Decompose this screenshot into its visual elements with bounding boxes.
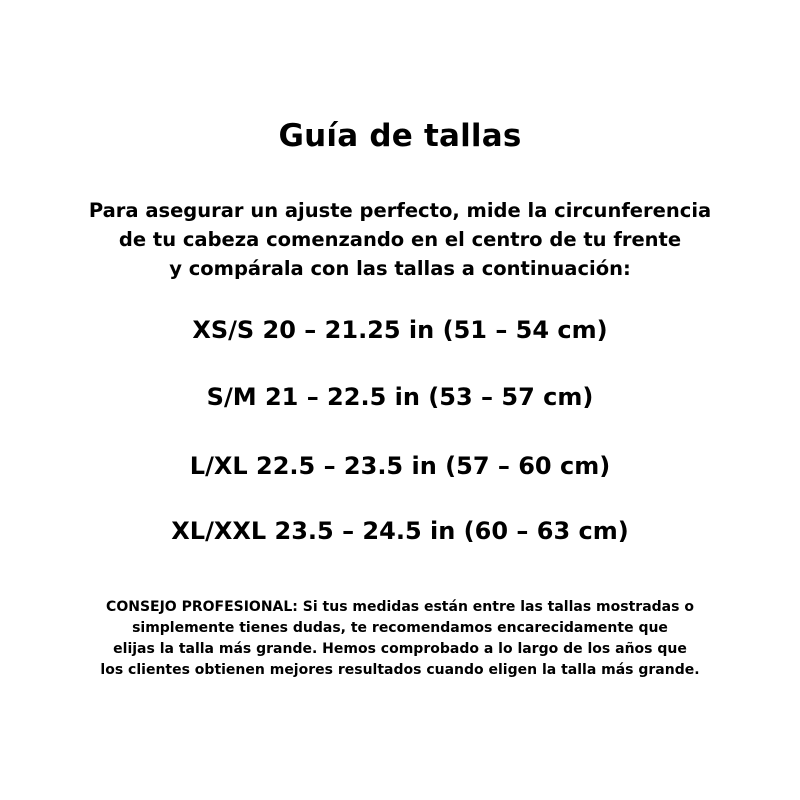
instructions-line: y compárala con las tallas a continuación: <box>169 257 631 280</box>
size-row-xl-xxl: XL/XXL 23.5 – 24.5 in (60 – 63 cm) <box>171 517 629 545</box>
measuring-instructions <box>0 196 800 283</box>
instructions-line: Para asegurar un ajuste perfecto, mide la circunferencia <box>88 199 712 222</box>
instructions-line: de tu cabeza comenzando en el centro de tu frente <box>118 228 682 251</box>
size-row-l-xl: L/XL 22.5 – 23.5 in (57 – 60 cm) <box>189 452 611 480</box>
pro-tip <box>0 597 800 681</box>
tip-line: los clientes obtienen mejores resultados cuando eligen la talla más grande. <box>100 662 700 678</box>
size-row-s-m: S/M 21 – 22.5 in (53 – 57 cm) <box>206 383 594 411</box>
tip-line: simplemente tienes dudas, te recomendamos encarecidamente que <box>132 620 668 636</box>
page-title: Guía de tallas <box>278 118 522 154</box>
size-row-xs-s: XS/S 20 – 21.25 in (51 – 54 cm) <box>192 316 608 344</box>
tip-line: CONSEJO PROFESIONAL: Si tus medidas están entre las tallas mostradas o <box>106 599 694 615</box>
tip-line: elijas la talla más grande. Hemos comprobado a lo largo de los años que <box>113 641 687 657</box>
